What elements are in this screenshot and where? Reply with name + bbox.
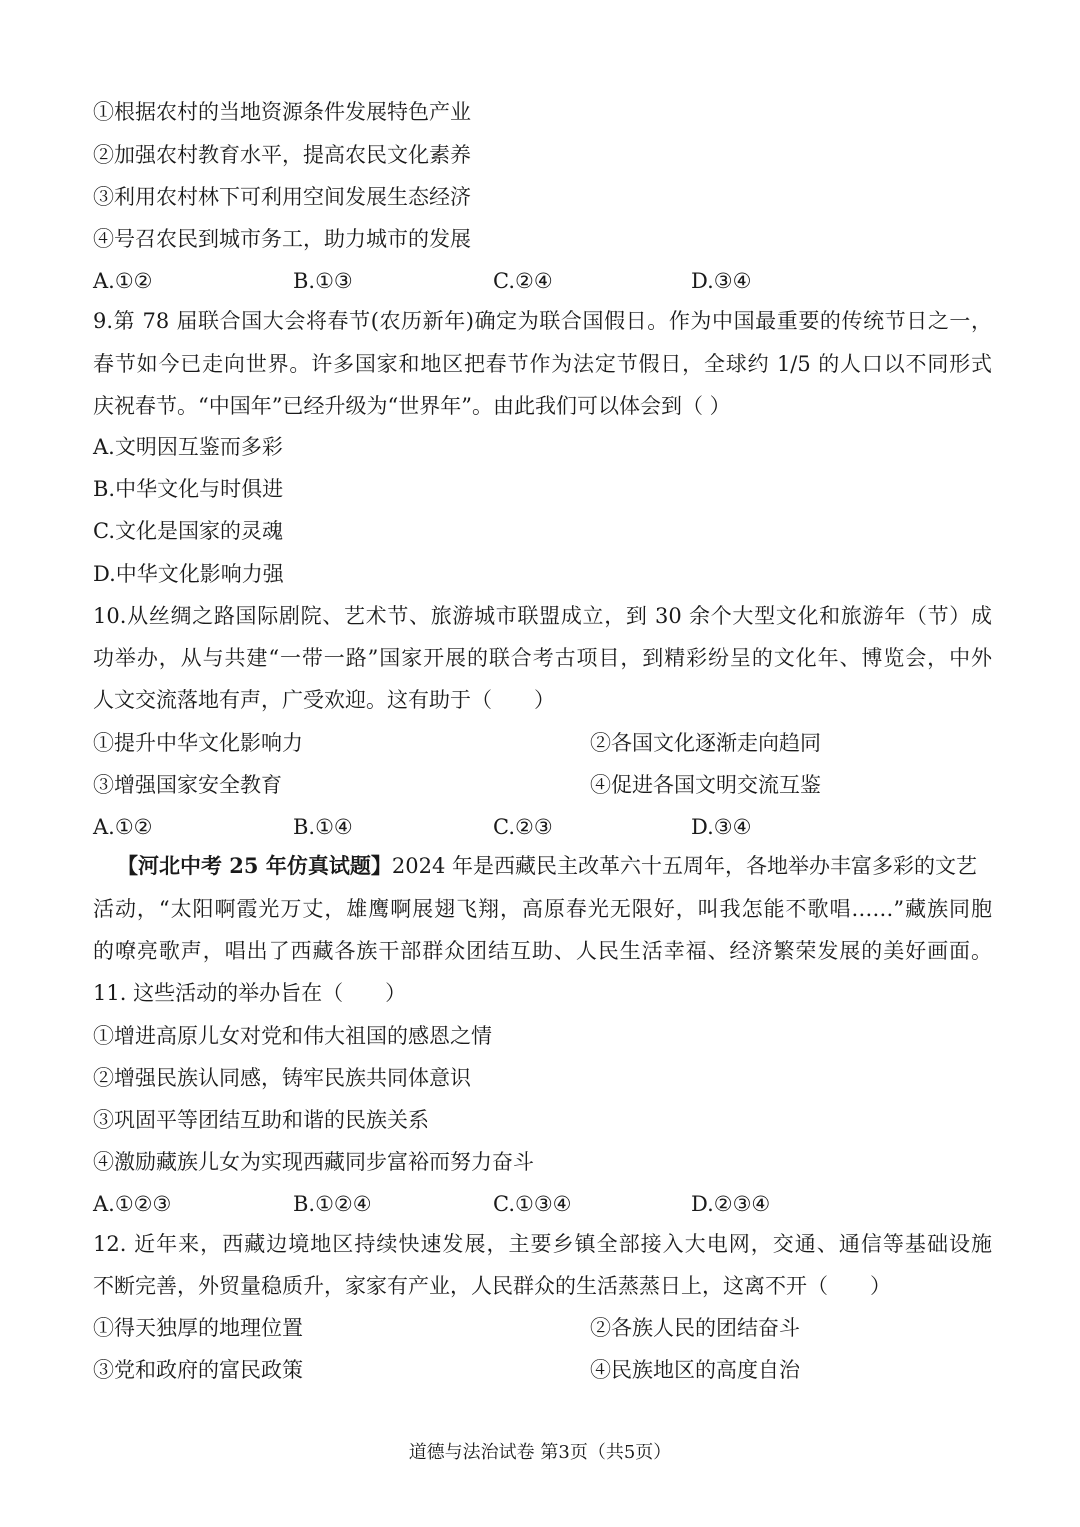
q8-choice-d: D.③④ [691, 269, 752, 293]
q10-stem-line-1: 10.从丝绸之路国际剧院、艺术节、旅游城市联盟成立，到 30 余个大型文化和旅游年（节）成 [93, 604, 992, 628]
q11-stem: 11. 这些活动的举办旨在（ ） [93, 981, 407, 1005]
material-source-tag: 【河北中考 25 年仿真试题】 [117, 853, 392, 878]
q8-option-3: ③利用农村林下可利用空间发展生态经济 [93, 185, 471, 209]
q9-choice-a: A.文明因互鉴而多彩 [93, 435, 283, 459]
q11-choice-b: B.①②④ [293, 1192, 372, 1216]
q11-option-1: ①增进高原儿女对党和伟大祖国的感恩之情 [93, 1024, 492, 1048]
q9-stem-line-1: 9.第 78 届联合国大会将春节(农历新年)确定为联合国假日。作为中国最重要的传统节日之一， [93, 309, 992, 333]
q9-stem-line-3: 庆祝春节。“中国年”已经升级为“世界年”。由此我们可以体会到（ ） [93, 394, 731, 418]
q8-choice-b: B.①③ [293, 269, 353, 293]
q9-choice-c: C.文化是国家的灵魂 [93, 519, 283, 543]
q10-choice-c: C.②③ [493, 815, 553, 839]
q11-choice-d: D.②③④ [691, 1192, 771, 1216]
q12-option-4: ④民族地区的高度自治 [590, 1358, 800, 1382]
page-footer: 道德与法治试卷 第3页（共5页） [408, 1442, 672, 1463]
q10-choice-a: A.①② [93, 815, 153, 839]
q12-stem-line-1: 12. 近年来，西藏边境地区持续快速发展，主要乡镇全部接入大电网，交通、通信等基础设施 [93, 1232, 992, 1256]
q10-option-1: ①提升中华文化影响力 [93, 731, 303, 755]
q10-option-3: ③增强国家安全教育 [93, 773, 282, 797]
q12-option-2: ②各族人民的团结奋斗 [590, 1316, 800, 1340]
q9-choice-b: B.中华文化与时俱进 [93, 477, 284, 501]
q10-choice-d: D.③④ [691, 815, 752, 839]
material-line-1 [117, 851, 992, 881]
material-line-2: 活动，“太阳啊霞光万丈，雄鹰啊展翅飞翔，高原春光无限好，叫我怎能不歌唱……”藏族同胞 [93, 897, 992, 921]
q8-choice-a: A.①② [93, 269, 153, 293]
q11-option-3: ③巩固平等团结互助和谐的民族关系 [93, 1108, 429, 1132]
q10-stem-line-3: 人文交流落地有声，广受欢迎。这有助于（ ） [93, 688, 555, 712]
q11-option-4: ④激励藏族儿女为实现西藏同步富裕而努力奋斗 [93, 1150, 534, 1174]
q11-choice-c: C.①③④ [493, 1192, 572, 1216]
q8-option-2: ②加强农村教育水平，提高农民文化素养 [93, 143, 471, 167]
q10-stem-line-2: 功举办，从与共建“一带一路”国家开展的联合考古项目，到精彩纷呈的文化年、博览会，中外 [93, 646, 992, 670]
q11-option-2: ②增强民族认同感，铸牢民族共同体意识 [93, 1066, 471, 1090]
material-text: 2024 年是西藏民主改革六十五周年，各地举办丰富多彩的文艺 [391, 854, 977, 878]
q10-choice-b: B.①④ [293, 815, 353, 839]
q12-stem-line-2: 不断完善，外贸量稳质升，家家有产业，人民群众的生活蒸蒸日上，这离不开（ ） [93, 1274, 891, 1298]
q8-choice-c: C.②④ [493, 269, 553, 293]
q8-option-1: ①根据农村的当地资源条件发展特色产业 [93, 100, 471, 124]
q9-choice-d: D.中华文化影响力强 [93, 562, 284, 586]
material-line-3: 的嘹亮歌声，唱出了西藏各族干部群众团结互助、人民生活幸福、经济繁荣发展的美好画面。 [93, 939, 992, 963]
q10-option-4: ④促进各国文明交流互鉴 [590, 773, 821, 797]
q12-option-3: ③党和政府的富民政策 [93, 1358, 303, 1382]
q12-option-1: ①得天独厚的地理位置 [93, 1316, 303, 1340]
q8-option-4: ④号召农民到城市务工，助力城市的发展 [93, 227, 471, 251]
q9-stem-line-2: 春节如今已走向世界。许多国家和地区把春节作为法定节假日，全球约 1/5 的人口以不同形式 [93, 352, 992, 376]
q10-option-2: ②各国文化逐渐走向趋同 [590, 731, 821, 755]
q11-choice-a: A.①②③ [93, 1192, 172, 1216]
